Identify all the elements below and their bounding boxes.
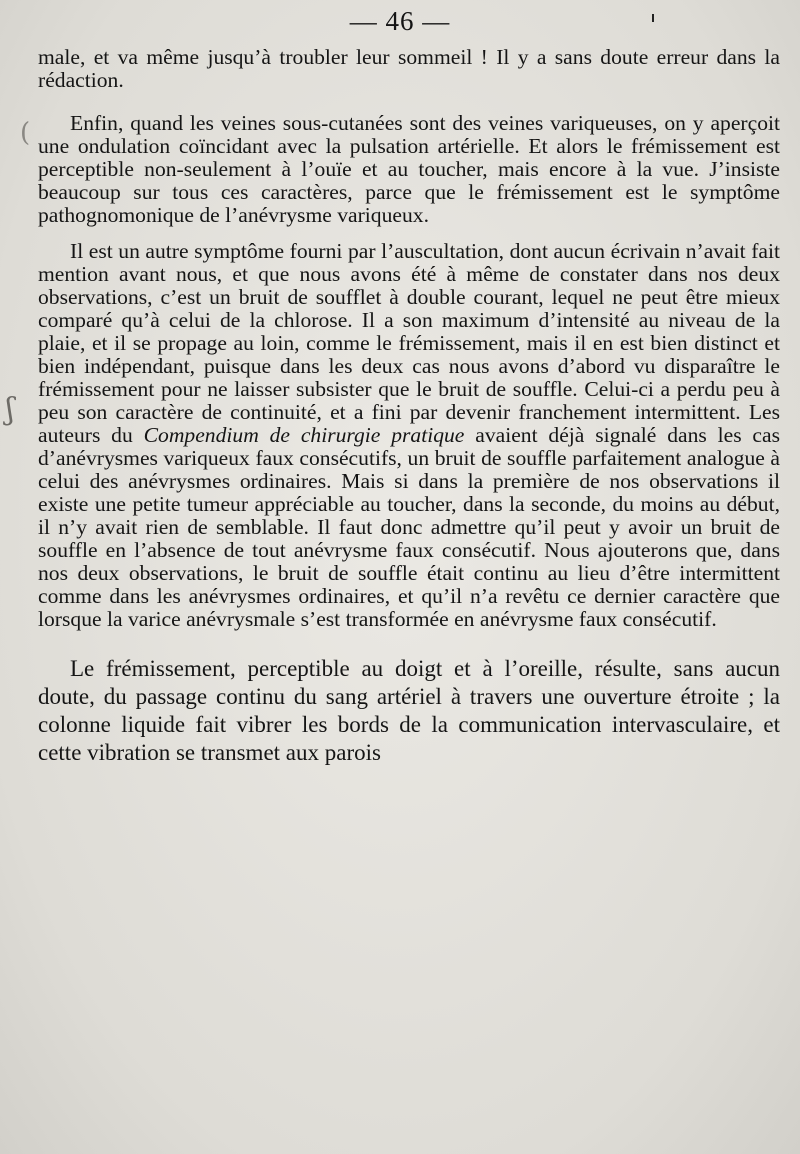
paragraph	[38, 240, 780, 631]
paragraph-continuation	[38, 46, 780, 92]
paragraph	[38, 655, 780, 767]
page-number: — 46 —	[349, 6, 451, 36]
text-run: Enfin, quand les veines sous-cutanées sont des veines variqueuses, on y aperçoit une ondulation coïncidant avec la pulsation artérielle. Et alors le frémissement est perceptible non-seulement à l’ouïe et au toucher, mais encore à la vue. J’insiste beaucoup sur tous ces caractères, parce que le frémissement est le symptôme pathognomonique de l’anévrysme variqueux.	[38, 111, 780, 227]
paragraph	[38, 112, 780, 227]
body-text	[38, 46, 780, 767]
margin-mark: (	[20, 118, 31, 148]
book-title-italic: Compendium de chirurgie pratique	[143, 423, 465, 447]
margin-mark: ʃ	[6, 392, 15, 427]
text-run: avaient déjà signalé dans les cas d’anévrysmes variqueux faux consécutifs, un bruit de souffle parfaitement analogue à celui des anévrysmes ordinaires. Mais si dans la première de nos observations il existe une petite tumeur appréciable au toucher, dans la seconde, du moins au début, il n’y avait rien de semblable. Il faut donc admettre qu’il peut y avoir un bruit de souffle en l’absence de tout anévrysme faux consécutif. Nous ajouterons que, dans nos deux observations, le bruit de souffle était continu au lieu d’être intermittent comme dans les anévrysmes ordinaires, et qu’il n’a revêtu ce dernier caractère que lorsque la varice anévrysmale s’est transformée en anévrysme faux consécutif.	[38, 423, 781, 631]
text-run: Le frémissement, perceptible au doigt et à l’oreille, résulte, sans aucun doute, du passage continu du sang artériel à travers une ouverture étroite ; la colonne liquide fait vibrer les bords de la communication intervasculaire, et cette vibration se transmet aux parois	[38, 656, 780, 765]
text-run: male, et va même jusqu’à troubler leur sommeil ! Il y a sans doute erreur dans la rédaction.	[38, 45, 780, 92]
text-run: Il est un autre symptôme fourni par l’auscultation, dont aucun écrivain n’avait fait mention avant nous, et que nous avons été à même de constater dans nos deux observations, c’est un bruit de soufflet à double courant, lequel ne peut être mieux comparé qu’à celui de la chlorose. Il a son maximum d’intensité au niveau de la plaie, et il se propage au loin, comme le frémissement, mais il en est bien distinct et bien indépendant, puisque dans les deux cas nous avons d’abord vu disparaître le frémissement pour ne laisser subsister que le bruit de souffle. Celui-ci a perdu peu à peu son caractère de continuité, et a fini par devenir franchement intermittent. Les auteurs du	[38, 239, 780, 447]
